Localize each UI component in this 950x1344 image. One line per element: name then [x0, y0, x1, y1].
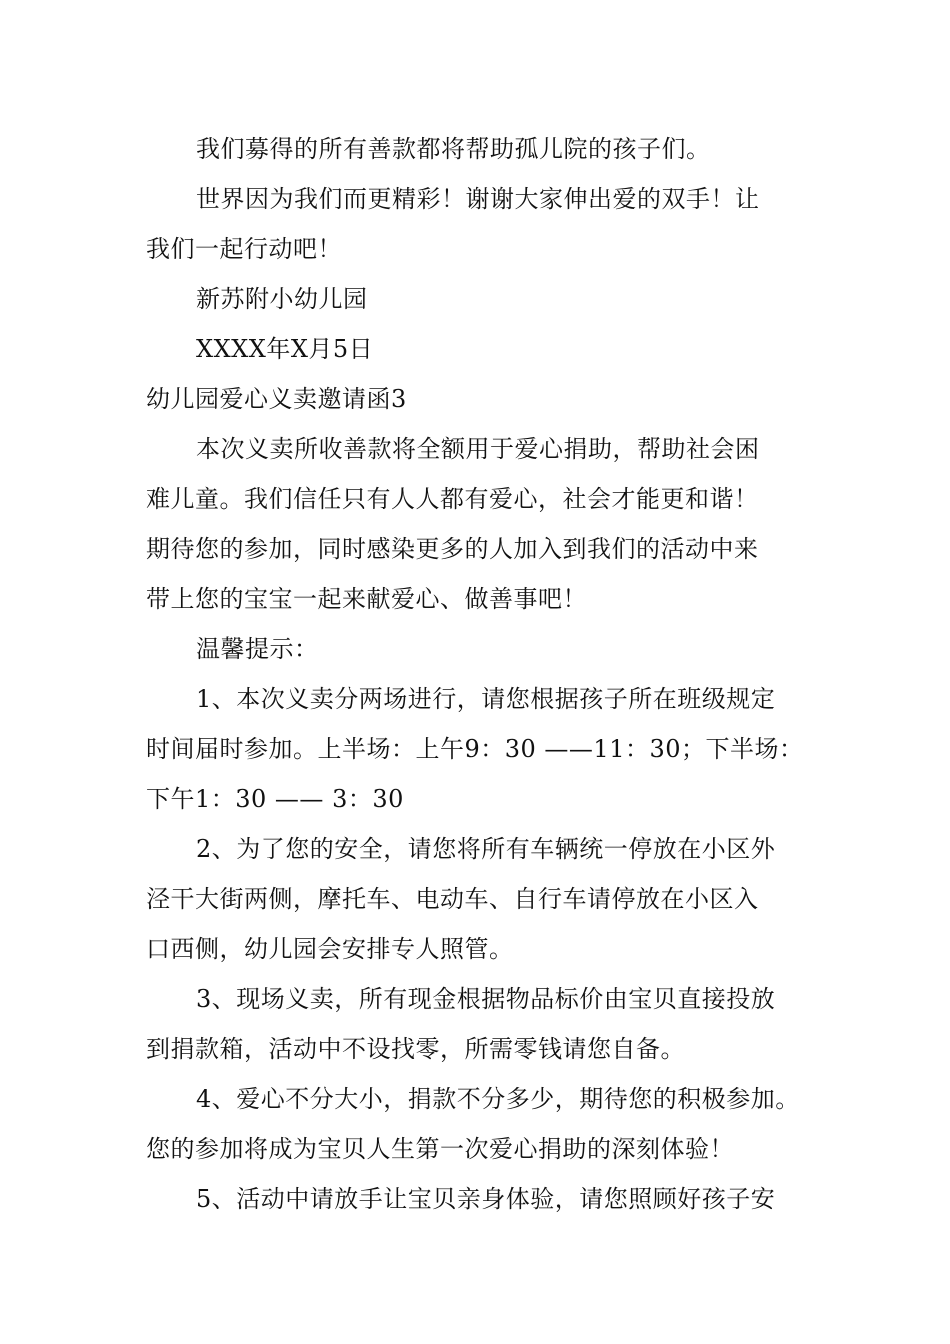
paragraph-line: 难儿童。我们信任只有人人都有爱心，社会才能更和谐！: [146, 485, 759, 513]
paragraph-line: 本次义卖所收善款将全额用于爱心捐助，帮助社会困: [196, 435, 760, 463]
notice-item-line: 5、活动中请放手让宝贝亲身体验，请您照顾好孩子安: [196, 1185, 776, 1213]
notice-item-line: 口西侧，幼儿园会安排专人照管。: [146, 935, 514, 963]
paragraph-line: 期待您的参加，同时感染更多的人加入到我们的活动中来: [146, 535, 759, 563]
signature-organization: 新苏附小幼儿园: [196, 285, 368, 313]
notice-item-line: 时间届时参加。上半场：上午9：30 ——11：30；下半场：: [146, 735, 804, 763]
notice-item-line: 1、本次义卖分两场进行，请您根据孩子所在班级规定: [196, 685, 776, 713]
notice-item-line: 4、爱心不分大小，捐款不分多少，期待您的积极参加。: [196, 1085, 800, 1113]
notice-item-line: 下午1：30 —— 3：30: [146, 785, 404, 813]
notice-item-line: 泾干大街两侧，摩托车、电动车、自行车请停放在小区入: [146, 885, 759, 913]
section-heading: 幼儿园爱心义卖邀请函3: [146, 385, 407, 413]
paragraph-line: 我们一起行动吧！: [146, 235, 342, 263]
notice-item-line: 3、现场义卖，所有现金根据物品标价由宝贝直接投放: [196, 985, 776, 1013]
paragraph-line: 世界因为我们而更精彩！谢谢大家伸出爱的双手！让: [196, 185, 760, 213]
paragraph-line: 我们募得的所有善款都将帮助孤儿院的孩子们。: [196, 135, 711, 163]
paragraph-line: 带上您的宝宝一起来献爱心、做善事吧！: [146, 585, 587, 613]
signature-date: XXXX年X月5日: [196, 335, 374, 363]
notice-heading: 温馨提示：: [196, 635, 319, 663]
notice-item-line: 2、为了您的安全，请您将所有车辆统一停放在小区外: [196, 835, 776, 863]
notice-item-line: 您的参加将成为宝贝人生第一次爱心捐助的深刻体验！: [146, 1135, 734, 1163]
notice-item-line: 到捐款箱，活动中不设找零，所需零钱请您自备。: [146, 1035, 685, 1063]
